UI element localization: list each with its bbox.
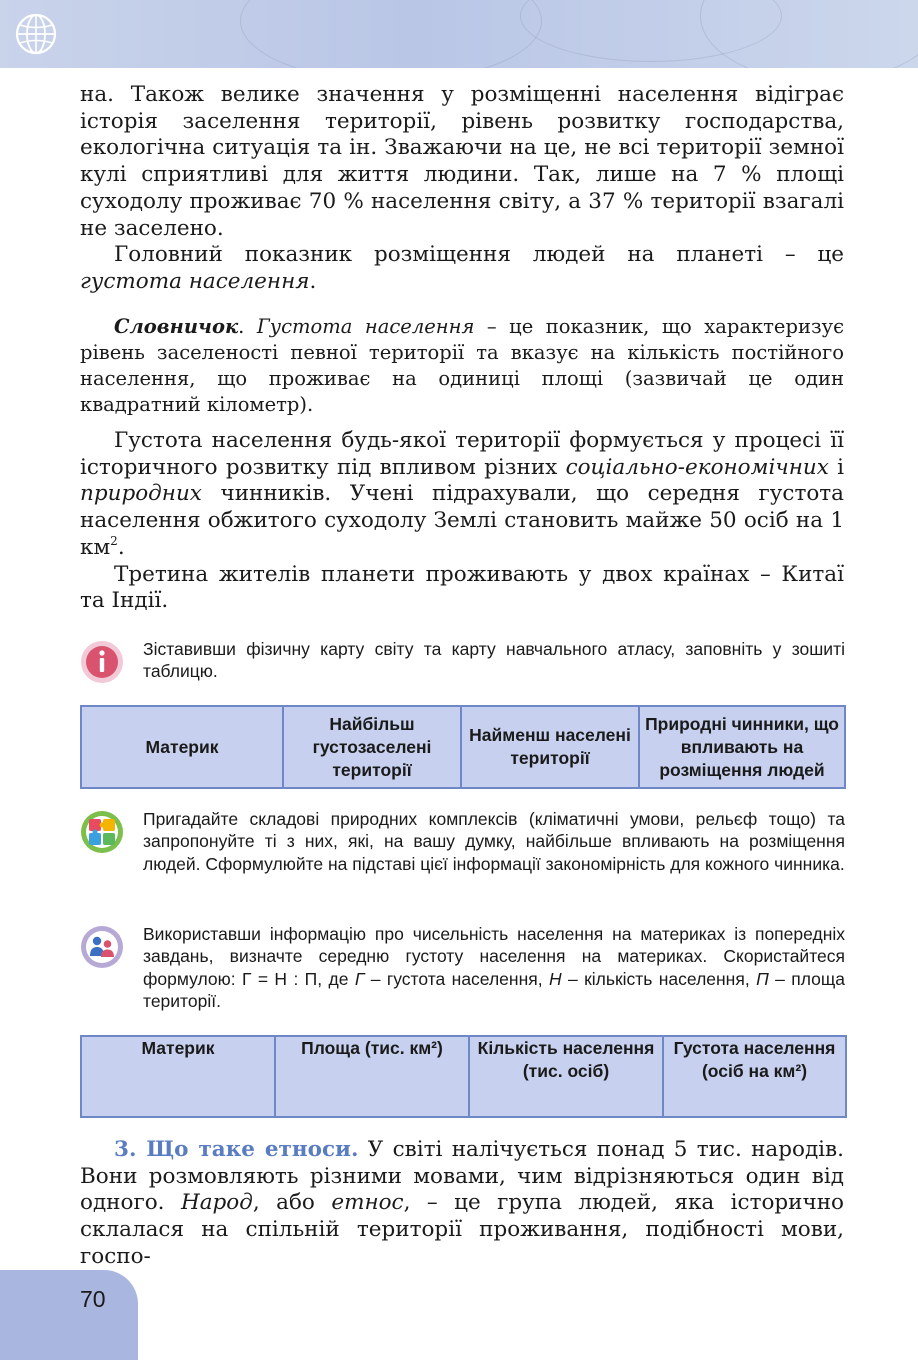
task-3-text-d: – площа території. bbox=[143, 968, 845, 1011]
term-ethnos: етнос bbox=[331, 1190, 404, 1216]
symbol-n: Н bbox=[548, 968, 562, 989]
info-icon bbox=[80, 640, 124, 684]
paragraph-2 bbox=[80, 242, 844, 295]
table-1-header-most-populated: Найбільш густозаселені території bbox=[283, 706, 461, 788]
glossary-term: Густота населення bbox=[256, 315, 475, 338]
page-number: 70 bbox=[80, 1286, 106, 1312]
task-2-text bbox=[143, 808, 845, 875]
task-3-text-b: – густота населення, bbox=[364, 968, 549, 989]
p3-em-socioeconomic: соціально-економічних bbox=[565, 454, 829, 480]
term-density: густота населення bbox=[80, 268, 310, 294]
section-3-block bbox=[80, 1137, 844, 1271]
globe-icon bbox=[14, 12, 58, 56]
table-2-header-continent: Материк bbox=[81, 1036, 275, 1117]
puzzle-icon bbox=[80, 810, 124, 854]
table-2-header-population: Кількість населення (тис. осіб) bbox=[469, 1036, 663, 1117]
symbol-g: Г bbox=[354, 968, 365, 989]
paragraph-3 bbox=[80, 428, 844, 562]
section-3-heading: 3. Що таке етноси. bbox=[114, 1137, 359, 1162]
table-1-header-continent: Материк bbox=[81, 706, 283, 788]
task-2 bbox=[80, 808, 846, 900]
header-band bbox=[0, 0, 918, 68]
map-contour bbox=[700, 0, 918, 68]
glossary-block bbox=[80, 314, 844, 418]
paragraph-4: Третина жителів планети проживають у двох країнах – Китаї та Індії. bbox=[80, 561, 844, 614]
table-1 bbox=[80, 705, 846, 789]
table-row bbox=[81, 1036, 846, 1117]
map-contour bbox=[240, 0, 542, 68]
task-3-text-a: Використавши інформацію про чисельність населення на материках із попередніх завдань, визначте середню густоту населення на материках. Скористайтеся формулою: Г = Н : П, де bbox=[143, 924, 845, 989]
table-1-header-natural-factors: Природні чинники, що впливають на розміщення людей bbox=[639, 706, 845, 788]
term-people: Народ bbox=[180, 1190, 253, 1216]
task-3-text-c: – кількість населення, bbox=[561, 968, 757, 989]
table-1-header-least-populated: Найменш населені території bbox=[461, 706, 639, 788]
glossary-label: Словничок bbox=[114, 315, 239, 338]
paragraph-2-text: Головний показник розміщення людей на планеті – це bbox=[114, 242, 844, 268]
symbol-p: П bbox=[756, 968, 769, 989]
glossary-definition: – це показник, що характеризує рівень заселеності певної території та вказує на кількість постійного населення, що проживає на одиниці площі (зазвичай це один квадратний кілометр). bbox=[80, 315, 844, 416]
superscript-2: 2 bbox=[110, 533, 118, 548]
section-3-paragraph bbox=[80, 1137, 844, 1271]
page-number-tab bbox=[0, 1270, 138, 1360]
task-1-text bbox=[143, 638, 845, 683]
task-3-paragraph bbox=[143, 923, 845, 1012]
section-3-text-2: , або bbox=[252, 1190, 332, 1216]
table-2 bbox=[80, 1035, 847, 1118]
task-3-text bbox=[143, 923, 845, 1012]
main-text-block bbox=[80, 82, 844, 296]
p3-end: . bbox=[117, 534, 125, 560]
section-3-text-3: , – це група людей, яка історично склалася на спільній території проживання, подібності мови, госпо- bbox=[80, 1190, 844, 1269]
glossary-paragraph: Словничок. Густота населення – це показник, що характеризує рівень заселеності певної території та вказує на кількість постійного населення, що проживає на одиниці площі (зазвичай це один квадратний кілометр). bbox=[80, 315, 844, 416]
table-2-header-area: Площа (тис. км²) bbox=[275, 1036, 469, 1117]
table-row bbox=[81, 706, 845, 788]
task-3 bbox=[80, 923, 846, 1015]
task-1-paragraph: Зіставивши фізичну карту світу та карту навчального атласу, заповніть у зошиті таблицю. bbox=[143, 639, 845, 682]
p3-part3: чинників. Учені підрахували, що середня густота населення обжитого суходолу Землі становить майже 50 осіб на 1 км bbox=[80, 481, 844, 560]
p3-part2: і bbox=[828, 454, 844, 480]
section-3-text-1: У світі налічується понад 5 тис. народів. Вони розмовляють різними мовами, чим відрізняються один від одного. bbox=[80, 1137, 844, 1216]
task-2-paragraph: Пригадайте складові природних комплексів (кліматичні умови, рельєф тощо) та запропонуйте ті з них, які, на вашу думку, найбільше впливають на розміщення людей. Сформулюйте на підставі цієї інформації закономірність для кожного чинника. bbox=[143, 809, 845, 874]
main-text-block-2 bbox=[80, 428, 844, 615]
paragraph-1: на. Також велике значення у розміщенні населення відіграє історія заселення території, рівень розвитку господарства, екологічна ситуація та ін. Зважаючи на це, не всі території земної кулі сприятливі для життя людини. Так, лише на 7 % площі суходолу проживає 70 % населення світу, а 37 % території взагалі не заселено. bbox=[80, 82, 844, 241]
paragraph-2-end: . bbox=[309, 268, 317, 294]
table-2-header-density: Густота населення (осіб на км²) bbox=[663, 1036, 846, 1117]
p3-em-natural: природних bbox=[80, 481, 202, 507]
people-icon bbox=[80, 925, 124, 969]
p3-part1: Густота населення будь-якої території формується у процесі її історичного розвитку під впливом різних bbox=[80, 428, 844, 480]
task-1 bbox=[80, 638, 846, 688]
